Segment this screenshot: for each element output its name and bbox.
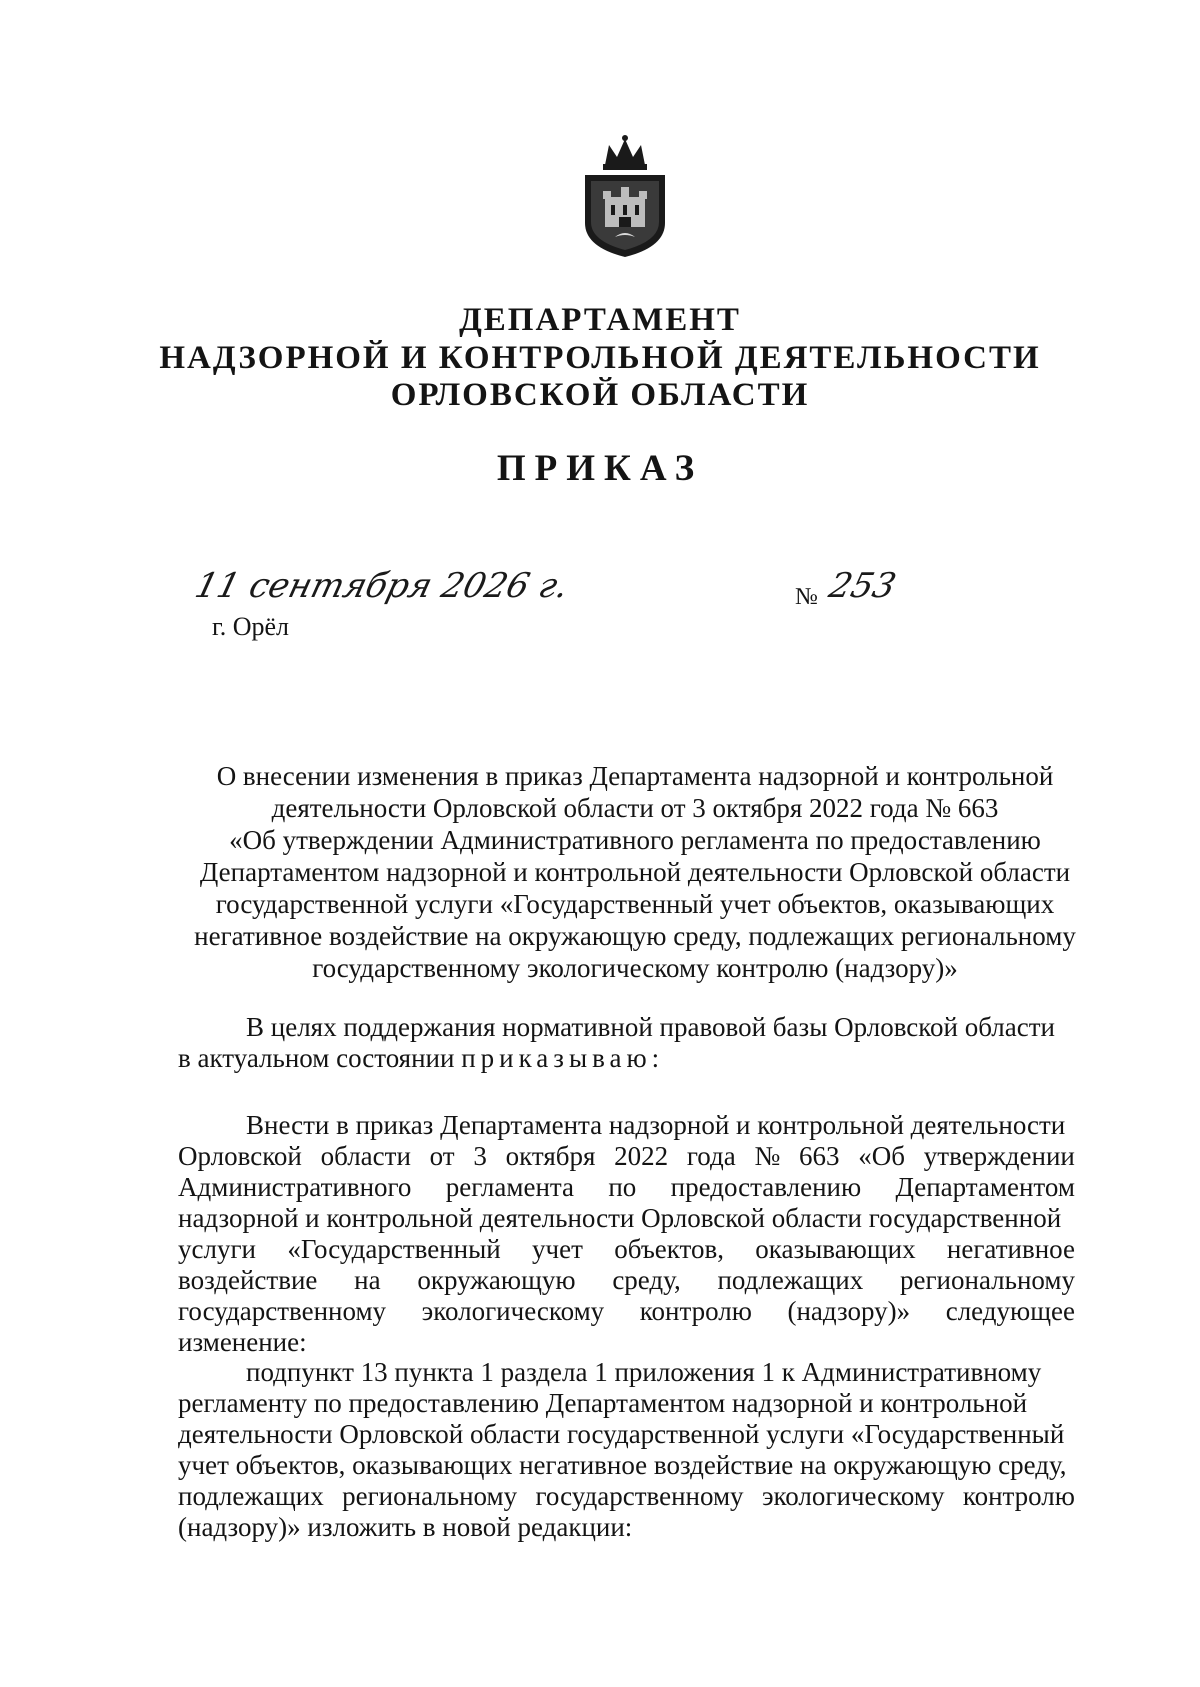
order-title-line: государственной услуги «Государственный учет объектов, оказывающих bbox=[215, 889, 1055, 919]
order-title-line: Департаментом надзорной и контрольной деятельности Орловской области bbox=[199, 857, 1071, 887]
word: окружающую bbox=[417, 1265, 576, 1295]
word: 663 bbox=[799, 1141, 840, 1171]
word: объектов, bbox=[614, 1234, 724, 1264]
paragraph-line: Внести в приказ Департамента надзорной и контрольной деятельности bbox=[246, 1110, 1066, 1140]
word: негативное bbox=[946, 1234, 1075, 1264]
order-title-line: «Об утверждении Административного регламента по предоставлению bbox=[229, 825, 1041, 855]
word: контролю bbox=[962, 1481, 1075, 1511]
word: 2022 bbox=[614, 1141, 669, 1171]
paragraph-line bbox=[178, 1234, 1075, 1265]
word: Департаментом bbox=[895, 1172, 1075, 1202]
amendment-paragraph bbox=[178, 1110, 1075, 1358]
handwritten-number: 253 bbox=[825, 566, 900, 606]
word: контролю bbox=[639, 1296, 752, 1326]
word: «Об bbox=[858, 1141, 906, 1171]
paragraph-line bbox=[178, 1481, 1075, 1512]
order-verb: приказываю: bbox=[461, 1043, 665, 1073]
word: «Государственный bbox=[287, 1234, 501, 1264]
department-title-line-1: ДЕПАРТАМЕНТ bbox=[459, 302, 741, 338]
word: 3 bbox=[473, 1141, 487, 1171]
word: региональному bbox=[342, 1481, 518, 1511]
word: регламента bbox=[445, 1172, 575, 1202]
document-type-heading: ПРИКАЗ bbox=[496, 448, 704, 489]
paragraph-line bbox=[178, 1141, 1075, 1172]
word: экологическому bbox=[761, 1481, 945, 1511]
word: оказывающих bbox=[755, 1234, 916, 1264]
coat-of-arms-emblem bbox=[575, 135, 675, 260]
paragraph-line: деятельности Орловской области государственной услуги «Государственный bbox=[178, 1419, 1065, 1449]
number-label: № bbox=[795, 584, 818, 610]
paragraph-line: учет объектов, оказывающих негативное воздействие на окружающую среду, bbox=[178, 1450, 1067, 1480]
subparagraph-text bbox=[178, 1357, 1075, 1543]
word: от bbox=[429, 1141, 455, 1171]
order-title-line: государственному экологическому контролю (надзору)» bbox=[312, 953, 958, 983]
paragraph-line bbox=[178, 1043, 1075, 1074]
order-title-line: О внесении изменения в приказ Департамента надзорной и контрольной bbox=[216, 761, 1054, 791]
word: на bbox=[354, 1265, 381, 1295]
order-title bbox=[170, 760, 1100, 984]
word: подлежащих bbox=[178, 1481, 324, 1511]
word: (надзору)» bbox=[787, 1296, 911, 1326]
word: государственному bbox=[178, 1296, 387, 1326]
word: года bbox=[686, 1141, 736, 1171]
word: октября bbox=[505, 1141, 596, 1171]
word: услуги bbox=[178, 1234, 256, 1264]
paragraph-line: (надзору)» изложить в новой редакции: bbox=[178, 1512, 633, 1542]
word: среду, bbox=[612, 1265, 681, 1295]
paragraph-line: надзорной и контрольной деятельности Орловской области государственной bbox=[178, 1203, 1062, 1233]
word: следующее bbox=[945, 1296, 1075, 1326]
preamble-paragraph bbox=[178, 1012, 1075, 1074]
city-name: г. Орёл bbox=[212, 612, 290, 641]
paragraph-line: подпункт 13 пункта 1 раздела 1 приложения 1 к Административному bbox=[246, 1357, 1042, 1387]
word: по bbox=[608, 1172, 637, 1202]
word: предоставлению bbox=[670, 1172, 862, 1202]
word: № bbox=[754, 1141, 781, 1171]
order-title-line: негативное воздействие на окружающую среду, подлежащих региональному bbox=[194, 921, 1076, 951]
word: государственному bbox=[535, 1481, 744, 1511]
word: утверждении bbox=[923, 1141, 1075, 1171]
paragraph-line: регламенту по предоставлению Департаментом надзорной и контрольной bbox=[178, 1388, 1028, 1418]
paragraph-line bbox=[178, 1296, 1075, 1327]
order-title-line: деятельности Орловской области от 3 октября 2022 года № 663 bbox=[271, 793, 999, 823]
word: Орловской bbox=[178, 1141, 302, 1171]
paragraph-line: изменение: bbox=[178, 1327, 307, 1357]
word: подлежащих bbox=[717, 1265, 864, 1295]
word: области bbox=[320, 1141, 411, 1171]
paragraph-line bbox=[178, 1265, 1075, 1296]
handwritten-date: 11 сентября 2026 г. bbox=[191, 566, 573, 606]
department-title-line-3: ОРЛОВСКОЙ ОБЛАСТИ bbox=[390, 377, 810, 413]
paragraph-line-start: в актуальном состоянии bbox=[178, 1043, 462, 1073]
department-title-line-2: НАДЗОРНОЙ И КОНТРОЛЬНОЙ ДЕЯТЕЛЬНОСТИ bbox=[159, 340, 1041, 376]
word: Административного bbox=[178, 1172, 412, 1202]
word: учет bbox=[532, 1234, 583, 1264]
word: региональному bbox=[900, 1265, 1075, 1295]
paragraph-line: В целях поддержания нормативной правовой базы Орловской области bbox=[246, 1012, 1055, 1042]
word: воздействие bbox=[178, 1265, 318, 1295]
word: экологическому bbox=[421, 1296, 605, 1326]
paragraph-line bbox=[178, 1172, 1075, 1203]
